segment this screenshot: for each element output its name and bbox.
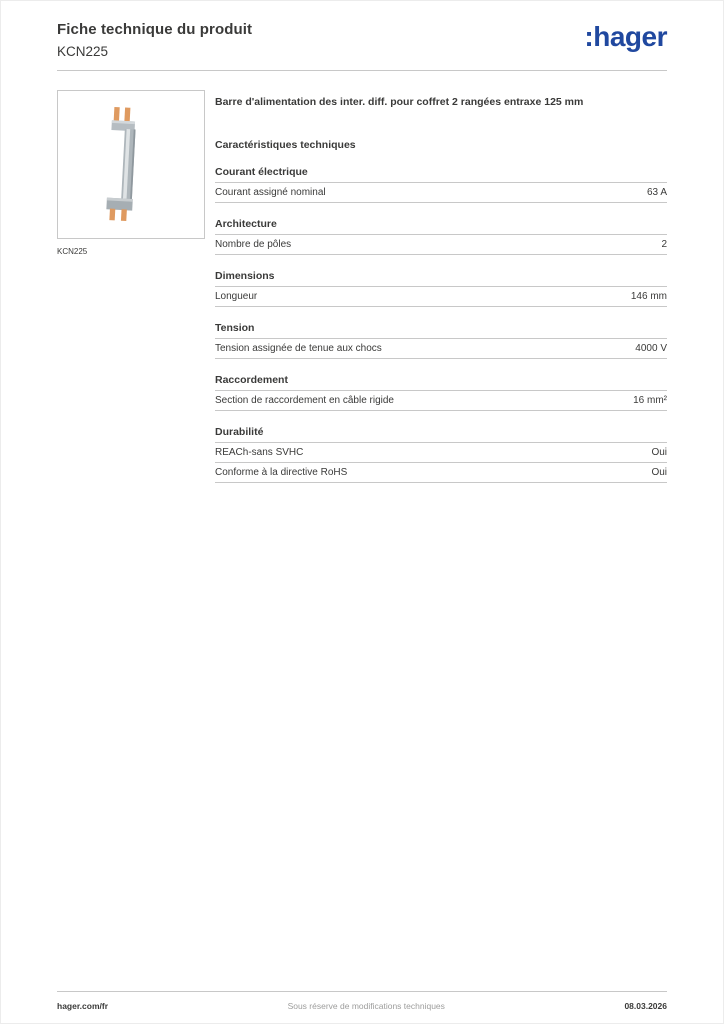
spec-label: Courant assigné nominal [215, 186, 326, 198]
header [57, 21, 667, 59]
footer-row [57, 1001, 667, 1011]
spec-value: 63 A [646, 186, 667, 198]
spec-section-title: Architecture [215, 218, 667, 235]
spec-section-architecture [215, 218, 667, 255]
spec-label: Longueur [215, 290, 258, 302]
product-image-caption: KCN225 [57, 247, 88, 256]
spec-value: 4000 V [635, 342, 667, 354]
footer-website-link[interactable]: hager.com/fr [57, 1001, 109, 1011]
spec-section-title: Courant électrique [215, 166, 667, 183]
spec-section-title: Dimensions [215, 270, 667, 287]
content [57, 90, 667, 483]
spec-row [215, 183, 667, 203]
spec-value: 16 mm² [633, 394, 667, 406]
spec-row [215, 235, 667, 255]
product-image-column [57, 90, 205, 483]
spec-row [215, 339, 667, 359]
spec-label: Conforme à la directive RoHS [215, 466, 348, 478]
spec-row [215, 463, 667, 483]
spec-row [215, 443, 667, 463]
footer-disclaimer: Sous réserve de modifications techniques [287, 1001, 445, 1011]
spec-section-title: Tension [215, 322, 667, 339]
product-description: Barre d'alimentation des inter. diff. pour coffret 2 rangées entraxe 125 mm [215, 96, 584, 108]
product-image-frame [57, 90, 205, 239]
footer-date: 08.03.2026 [624, 1001, 667, 1011]
product-code: KCN225 [57, 44, 109, 59]
spec-label: REACh-sans SVHC [215, 446, 304, 458]
product-image [65, 99, 197, 231]
footer-divider [57, 991, 667, 992]
spec-section-tension [215, 322, 667, 359]
header-titles [57, 21, 252, 59]
spec-section-raccordement [215, 374, 667, 411]
spec-value: 2 [661, 238, 667, 250]
spec-section-courant-electrique [215, 166, 667, 203]
hager-logo: :hager [584, 21, 667, 52]
spec-section-title: Raccordement [215, 374, 667, 391]
header-divider [57, 70, 667, 71]
spec-label: Tension assignée de tenue aux chocs [215, 342, 382, 354]
spec-row [215, 391, 667, 411]
specs-title: Caractéristiques techniques [215, 138, 356, 151]
specs-column [215, 90, 667, 483]
spec-section-durabilite [215, 426, 667, 483]
spec-row [215, 287, 667, 307]
spec-value: Oui [651, 446, 667, 458]
spec-label: Section de raccordement en câble rigide [215, 394, 394, 406]
spec-section-dimensions [215, 270, 667, 307]
spec-label: Nombre de pôles [215, 238, 292, 250]
spec-value: 146 mm [630, 290, 667, 302]
spec-section-title: Durabilité [215, 426, 667, 443]
footer [57, 991, 667, 1011]
spec-value: Oui [651, 466, 667, 478]
page-title: Fiche technique du produit [57, 21, 253, 38]
